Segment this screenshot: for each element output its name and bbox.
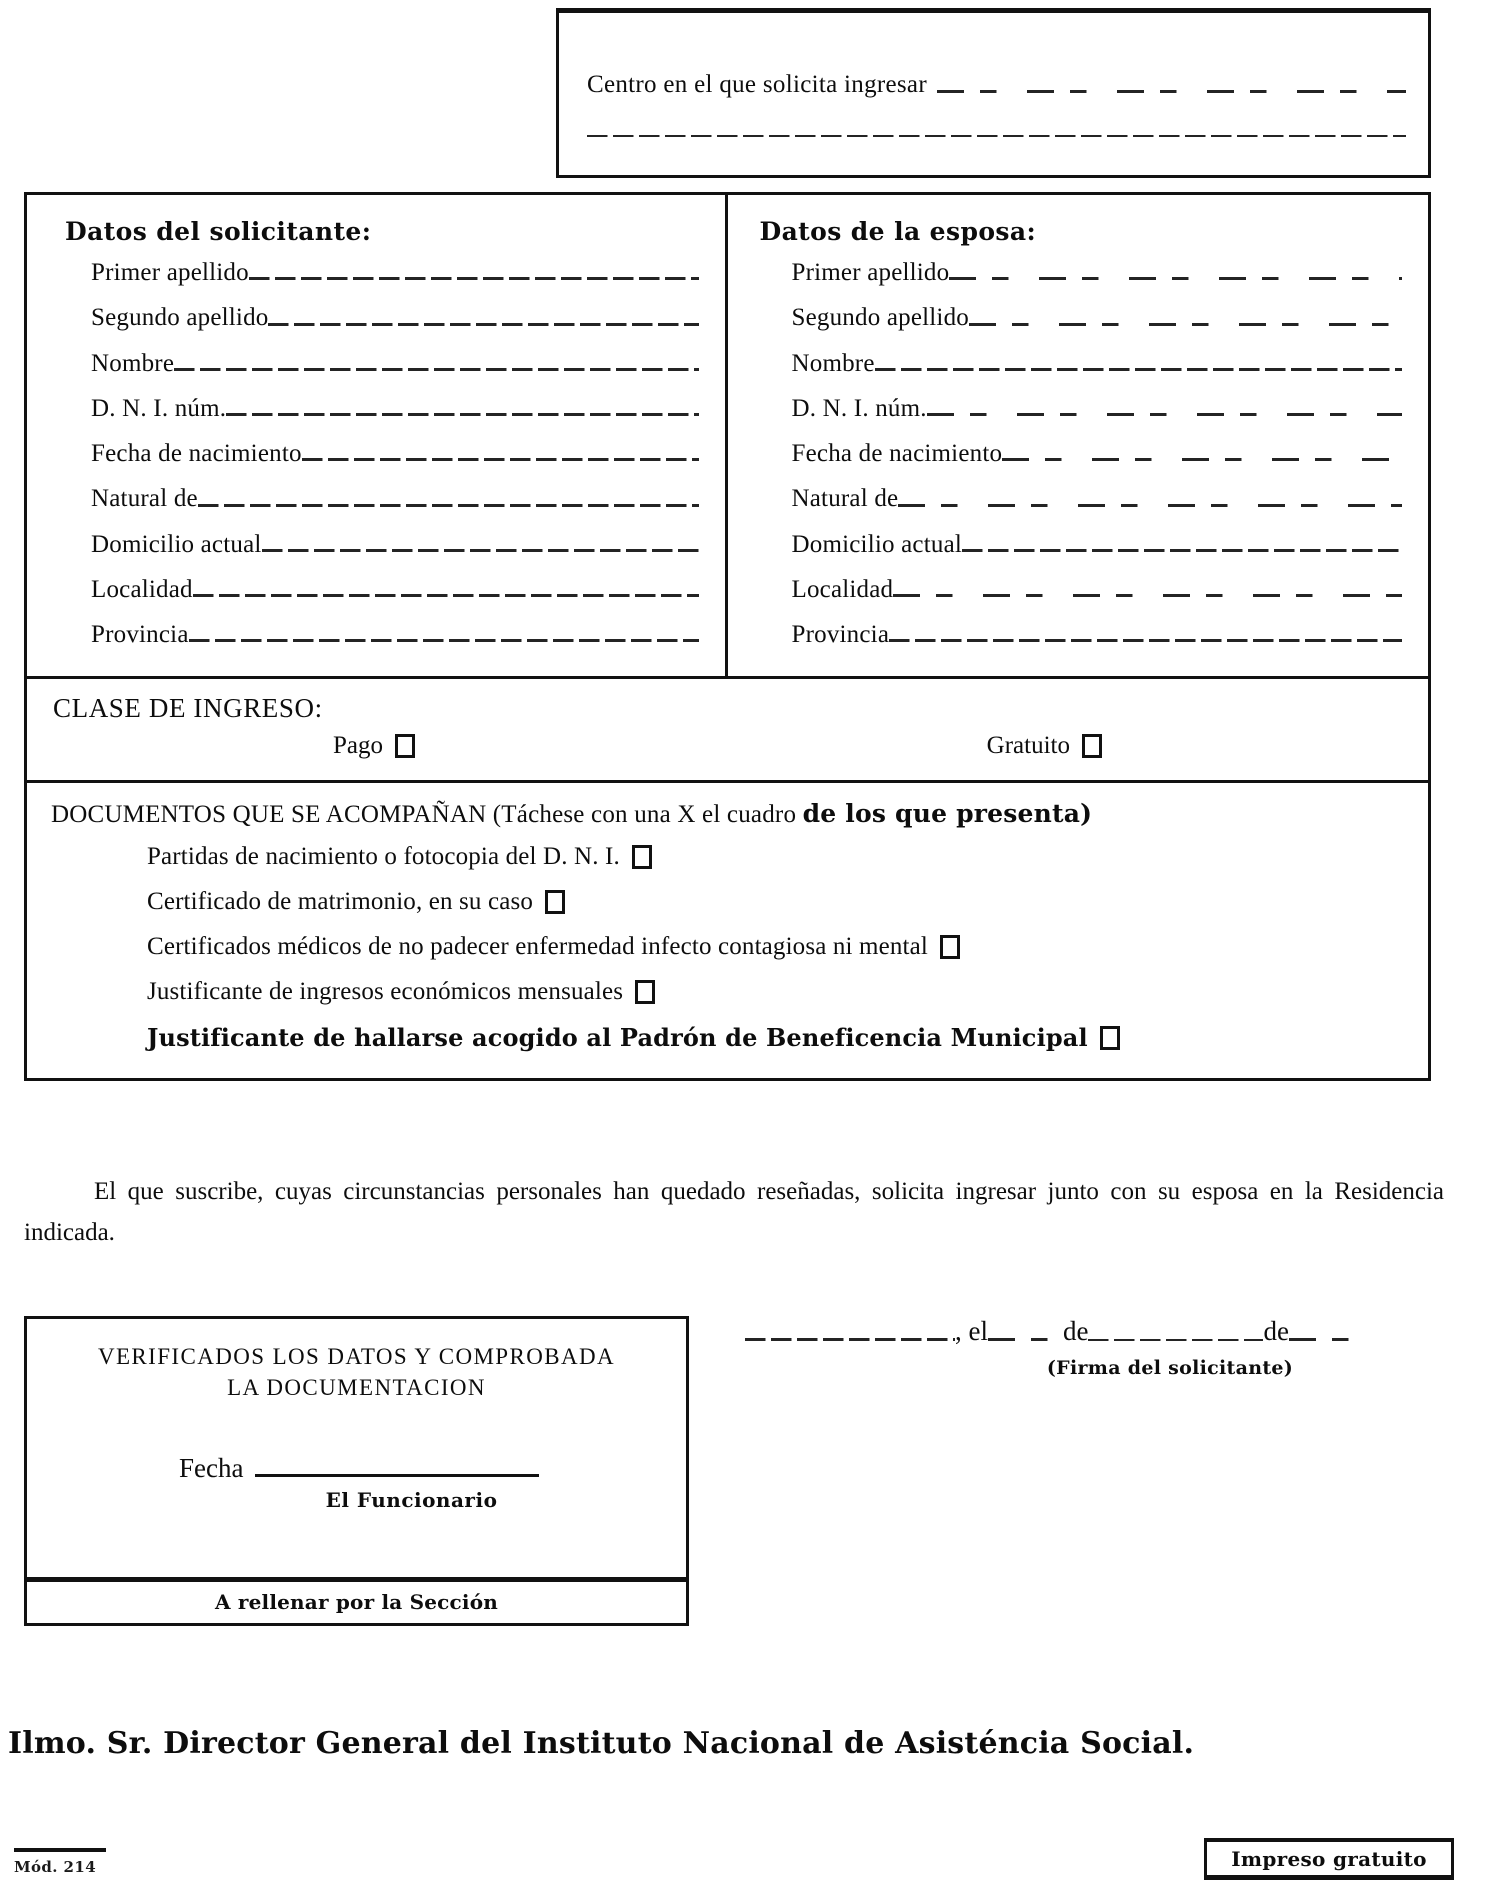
verification-heading-line1: VERIFICADOS LOS DATOS Y COMPROBADA: [97, 1344, 616, 1369]
centro-field-row: [587, 71, 1406, 99]
option-gratuito[interactable]: [987, 732, 1102, 760]
signature-year-line[interactable]: [1289, 1338, 1367, 1341]
field-localidad-solicitante: [91, 577, 699, 603]
field-input-line[interactable]: [189, 639, 699, 642]
verification-fecha-line[interactable]: [255, 1474, 539, 1477]
field-label: Localidad: [91, 575, 193, 603]
model-code-block: [14, 1848, 106, 1876]
centro-label: Centro en el que solicita ingresar: [587, 71, 927, 98]
field-input-line[interactable]: [174, 368, 698, 371]
field-label: Segundo apellido: [791, 304, 969, 332]
main-form-frame: [24, 192, 1431, 1081]
field-nombre-esposa: [792, 351, 1403, 377]
model-code-text: Mód. 214: [14, 1858, 97, 1876]
verification-box: [24, 1316, 689, 1626]
signature-caption: (Firma del solicitante): [1046, 1357, 1294, 1379]
field-input-line[interactable]: [262, 549, 699, 552]
document-item-label: Certificados médicos de no padecer enfermedad infecto contagiosa ni mental: [147, 933, 928, 961]
impreso-gratuito-label: Impreso gratuito: [1231, 1846, 1427, 1871]
field-label: D. N. I. núm.: [791, 394, 927, 422]
signature-day-line[interactable]: [988, 1338, 1063, 1341]
documentos-title-bold: de los que presenta): [802, 799, 1093, 829]
field-label: Segundo apellido: [91, 304, 269, 332]
clase-ingreso-options: [53, 732, 1402, 760]
centro-field-row-2: [587, 135, 1406, 143]
option-pago[interactable]: [333, 732, 415, 760]
clase-ingreso-title: CLASE DE INGRESO:: [53, 693, 323, 724]
field-label: Fecha de nacimiento: [91, 440, 302, 467]
field-label: Natural de: [91, 485, 198, 513]
closing-addressee-line: Ilmo. Sr. Director General del Instituto Nacional de Asisténcia Social.: [8, 1726, 1195, 1761]
checkbox-gratuito[interactable]: [1082, 734, 1102, 758]
checkbox-certificado-matrimonio[interactable]: [545, 890, 565, 914]
field-primer-apellido-solicitante: [91, 260, 699, 286]
field-input-line[interactable]: [893, 594, 1402, 597]
document-item-label: Justificante de hallarse acogido al Padrón de Beneficencia Municipal: [147, 1023, 1088, 1053]
signature-date-line: [745, 1316, 1435, 1347]
field-nombre-solicitante: [91, 351, 699, 377]
field-input-line[interactable]: [268, 323, 698, 326]
impreso-gratuito-box: [1204, 1838, 1454, 1880]
document-item-label: Justificante de ingresos económicos mensuales: [147, 978, 624, 1006]
declaration-text: El que suscribe, cuyas circunstancias personales han quedado reseñadas, solicita ingresar junto con su esposa en la Residencia indicada.: [24, 1178, 1444, 1246]
field-input-line[interactable]: [927, 413, 1402, 416]
centro-fill-line-1[interactable]: [937, 90, 1406, 93]
declaration-paragraph: [24, 1172, 1444, 1253]
signature-month-line[interactable]: [1088, 1339, 1263, 1341]
document-item-label: Partidas de nacimiento o fotocopia del D. N. I.: [147, 843, 620, 871]
signature-el-label: , el: [955, 1316, 988, 1346]
signature-de-label-1: de: [1063, 1316, 1089, 1346]
signature-de-label-2: de: [1263, 1316, 1289, 1346]
field-primer-apellido-esposa: [792, 260, 1403, 286]
field-input-line[interactable]: [969, 323, 1402, 326]
field-input-line[interactable]: [962, 549, 1402, 552]
datos-esposa-column: [728, 195, 1429, 676]
centro-box: [556, 8, 1431, 178]
signature-area: [745, 1316, 1435, 1379]
field-label: D. N. I. núm.: [91, 394, 227, 422]
checkbox-certificados-medicos[interactable]: [940, 935, 960, 959]
esposa-title: Datos de la esposa:: [759, 217, 1037, 246]
signature-place-line[interactable]: [745, 1338, 955, 1341]
field-input-line[interactable]: [193, 594, 699, 597]
verification-fecha-row: [179, 1453, 539, 1484]
document-item-partidas-nacimiento[interactable]: [147, 843, 1404, 871]
document-item-label: Certificado de matrimonio, en su caso: [147, 888, 533, 916]
field-provincia-solicitante: [91, 622, 699, 648]
field-input-line[interactable]: [249, 277, 699, 280]
field-localidad-esposa: [792, 577, 1403, 603]
field-label: Nombre: [791, 349, 875, 377]
solicitante-title: Datos del solicitante:: [65, 217, 372, 246]
field-fecha-nacimiento-esposa: [792, 441, 1403, 467]
verification-funcionario-label: El Funcionario: [325, 1488, 498, 1513]
verification-footer-label: A rellenar por la Sección: [27, 1577, 686, 1623]
model-code-rule: [14, 1848, 106, 1852]
document-item-certificado-matrimonio[interactable]: [147, 888, 1404, 916]
field-label: Provincia: [91, 621, 189, 648]
field-input-line[interactable]: [198, 504, 699, 507]
verification-fecha-label: Fecha: [179, 1453, 244, 1484]
checkbox-justificante-ingresos[interactable]: [635, 980, 655, 1004]
field-input-line[interactable]: [889, 639, 1402, 642]
field-domicilio-actual-solicitante: [91, 532, 699, 558]
field-segundo-apellido-solicitante: [91, 305, 699, 331]
field-natural-de-esposa: [792, 486, 1403, 512]
option-pago-label: Pago: [333, 732, 383, 760]
documentos-title-main: DOCUMENTOS QUE SE ACOMPAÑAN (Táchese con una X el cuadro: [51, 801, 803, 829]
document-item-certificados-medicos[interactable]: [147, 933, 1404, 961]
checkbox-justificante-padron[interactable]: [1100, 1026, 1120, 1050]
field-input-line[interactable]: [302, 458, 699, 461]
field-label: Fecha de nacimiento: [791, 440, 1003, 467]
field-segundo-apellido-esposa: [792, 305, 1403, 331]
datos-solicitante-column: [27, 195, 728, 676]
field-label: Nombre: [91, 349, 175, 377]
field-label: Provincia: [791, 621, 890, 648]
field-input-line[interactable]: [226, 413, 698, 416]
document-item-justificante-padron[interactable]: [147, 1023, 1404, 1052]
field-domicilio-actual-esposa: [792, 532, 1403, 558]
documentos-section: [27, 783, 1428, 1078]
field-label: Domicilio actual: [791, 530, 963, 558]
field-input-line[interactable]: [898, 504, 1402, 507]
clase-ingreso-section: [27, 679, 1428, 783]
field-natural-de-solicitante: [91, 486, 699, 512]
field-input-line[interactable]: [949, 277, 1402, 280]
verification-heading-line2: LA DOCUMENTACION: [227, 1375, 486, 1401]
verification-heading: [27, 1319, 686, 1403]
field-fecha-nacimiento-solicitante: [91, 441, 699, 467]
datos-section: [27, 195, 1428, 679]
field-label: Primer apellido: [91, 259, 249, 286]
checkbox-partidas-nacimiento[interactable]: [632, 845, 652, 869]
checkbox-pago[interactable]: [395, 734, 415, 758]
field-label: Domicilio actual: [91, 530, 262, 558]
option-gratuito-label: Gratuito: [986, 732, 1070, 760]
documentos-title: [51, 799, 1404, 829]
centro-fill-line-2[interactable]: [587, 135, 1406, 137]
field-label: Primer apellido: [791, 259, 950, 286]
field-dni-esposa: [792, 396, 1403, 422]
field-provincia-esposa: [792, 622, 1403, 648]
document-item-justificante-ingresos[interactable]: [147, 978, 1404, 1006]
field-input-line[interactable]: [875, 368, 1402, 371]
field-label: Natural de: [791, 485, 899, 513]
field-dni-solicitante: [91, 396, 699, 422]
field-label: Localidad: [791, 575, 894, 603]
field-input-line[interactable]: [1002, 458, 1402, 461]
